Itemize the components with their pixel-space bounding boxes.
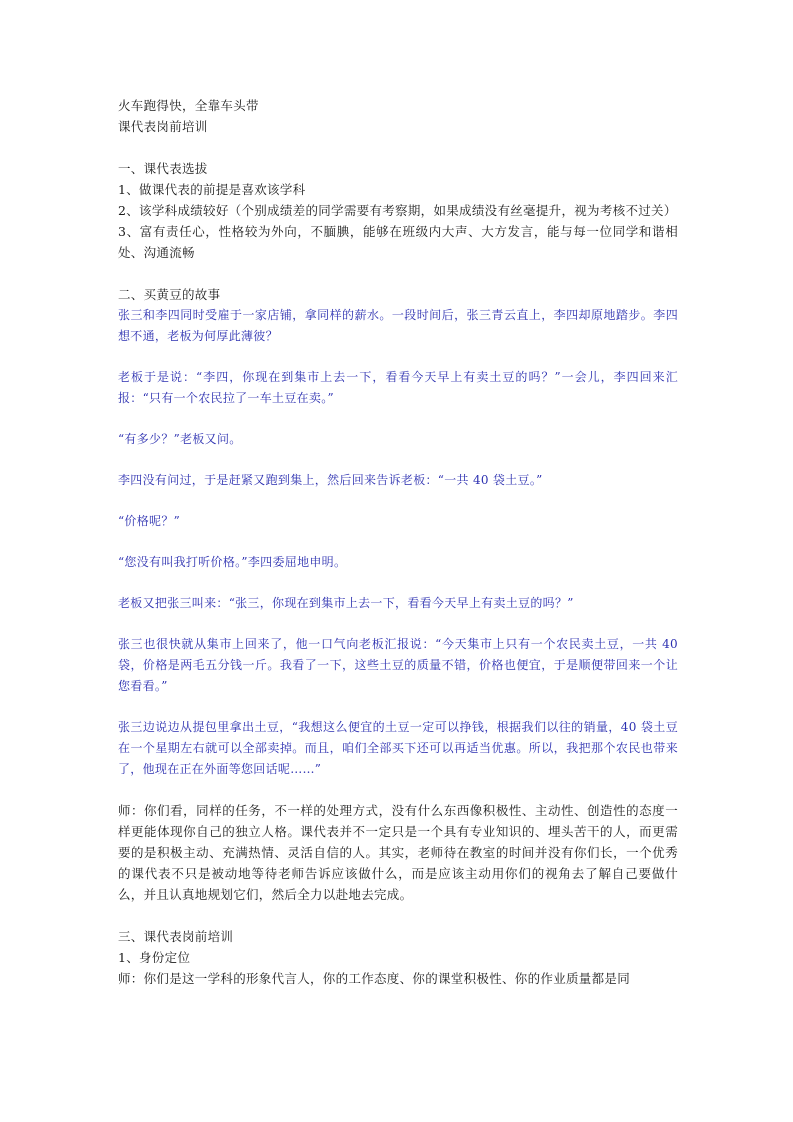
document-title: 课代表岗前培训 [118,119,208,134]
section-3-heading: 三、课代表岗前培训 [118,929,234,944]
teacher-comment: 师：你们看，同样的任务，不一样的处理方式，没有什么东西像积极性、主动性、创造性的态度一样更能体现你自己的独立人格。课代表并不一定只是一个具有专业知识的、埋头苦干的人，而更需要的是积极主动、充满热情、灵活自信的人。其实，老师待在教室的时间并没有你们长，一个优秀的课代表不只是被动地等待老师告诉应该做什么，而是应该主动用你们的视角去了解自己要做什么，并且认真地规划它们，然后全力以赴地去完成。 [118,803,678,902]
story-paragraph: “您没有叫我打听价格。”李四委屈地申明。 [118,555,347,569]
story-paragraph: 张三边说边从提包里拿出土豆，“我想这么便宜的土豆一定可以挣钱，根据我们以往的销量，40 袋土豆在一个星期左右就可以全部卖掉。而且，咱们全部买下还可以再适当优惠。所以，我把那个农民也带来了，他现在正在外面等您回话呢……” [118,720,678,776]
document-page [118,95,678,989]
slogan: 火车跑得快，全靠车头带 [118,98,259,113]
story-paragraph: 老板又把张三叫来：“张三，你现在到集市上去一下，看看今天早上有卖土豆的吗？” [118,596,574,610]
section-1-item-2: 2、该学科成绩较好（个别成绩差的同学需要有考察期，如果成绩没有丝毫提升，视为考核不过关） [118,203,677,218]
section-3-subheading: 1、身份定位 [118,950,191,965]
section-1-heading: 一、课代表选拔 [118,161,208,176]
story-paragraph: “有多少？”老板又问。 [118,432,242,446]
story-paragraph: “价格呢？” [118,514,181,528]
story-paragraph: 张三和李四同时受雇于一家店铺，拿同样的薪水。一段时间后，张三青云直上，李四却原地踏步。李四想不通，老板为何厚此薄彼？ [118,308,678,343]
story-paragraph: 张三也很快就从集市上回来了，他一口气向老板汇报说：“今天集市上只有一个农民卖土豆，一共 40 袋，价格是两毛五分钱一斤。我看了一下，这些土豆的质量不错，价格也便宜，于是顺便带回来一个让您看看。” [118,637,678,693]
story-paragraph: 李四没有问过，于是赶紧又跑到集上，然后回来告诉老板：“一共 40 袋土豆。” [118,473,543,487]
section-3-text: 师：你们是这一学科的形象代言人，你的工作态度、你的课堂积极性、你的作业质量都是同 [118,971,631,986]
section-2-heading: 二、买黄豆的故事 [118,287,221,302]
section-1-item-1: 1、做课代表的前提是喜欢该学科 [118,182,306,197]
story-paragraph: 老板于是说：“李四，你现在到集市上去一下，看看今天早上有卖土豆的吗？”一会儿，李四回来汇报：“只有一个农民拉了一车土豆在卖。” [118,370,678,405]
section-1-item-3: 3、富有责任心，性格较为外向，不腼腆，能够在班级内大声、大方发言，能与每一位同学和谐相处、沟通流畅 [118,224,678,260]
